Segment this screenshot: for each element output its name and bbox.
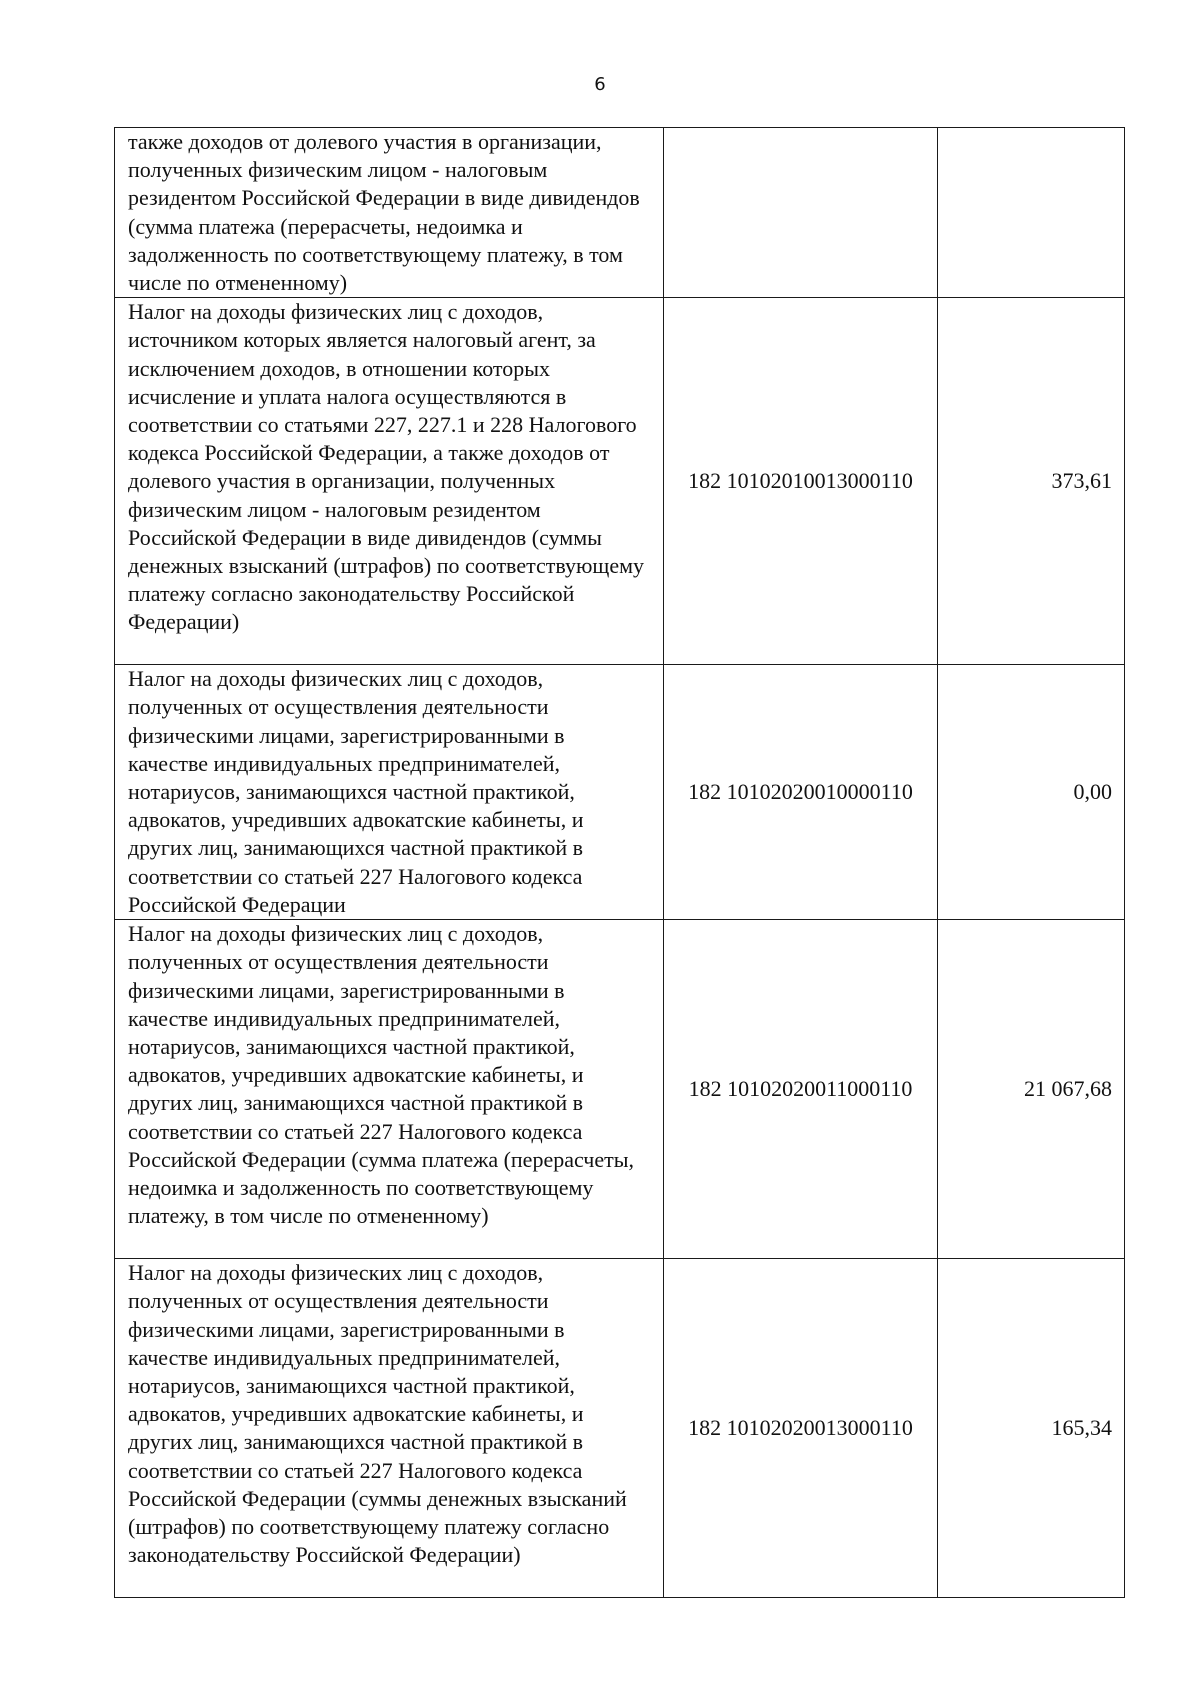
page-number: 6 — [594, 74, 606, 95]
budget-code-cell: 182 10102020011000110 — [664, 920, 938, 1259]
income-name-cell: Налог на доходы физических лиц с доходов, полученных от осуществления деятельности физическими лицами, зарегистрированными в качестве индивидуальных предпринимателей, нотариусов, занимающихся частной практикой, адвокатов, учредивших адвокатские кабинеты, и других лиц, занимающихся частной практикой в соответствии со статьей 227 Налогового кодекса Российской Федерации (сумма платежа (перерасчеты, недоимка и задолженность по соответствующему платежу, в том числе по отмененному) — [115, 920, 664, 1259]
table-row — [115, 298, 1125, 665]
revenue-table — [114, 127, 1125, 1598]
amount-cell: 373,61 — [938, 298, 1125, 665]
amount-cell: 21 067,68 — [938, 920, 1125, 1259]
table-row — [115, 1259, 1125, 1598]
budget-code-cell: 182 10102020010000110 — [664, 665, 938, 920]
income-name-cell: Налог на доходы физических лиц с доходов, полученных от осуществления деятельности физическими лицами, зарегистрированными в качестве индивидуальных предпринимателей, нотариусов, занимающихся частной практикой, адвокатов, учредивших адвокатские кабинеты, и других лиц, занимающихся частной практикой в соответствии со статьей 227 Налогового кодекса Российской Федерации (суммы денежных взысканий (штрафов) по соответствующему платежу согласно законодательству Российской Федерации) — [115, 1259, 664, 1598]
table-row — [115, 920, 1125, 1259]
amount-cell — [938, 128, 1125, 298]
table-row — [115, 128, 1125, 298]
amount-cell: 165,34 — [938, 1259, 1125, 1598]
budget-code-cell: 182 10102020013000110 — [664, 1259, 938, 1598]
amount-cell: 0,00 — [938, 665, 1125, 920]
income-name-cell: Налог на доходы физических лиц с доходов, полученных от осуществления деятельности физическими лицами, зарегистрированными в качестве индивидуальных предпринимателей, нотариусов, занимающихся частной практикой, адвокатов, учредивших адвокатские кабинеты, и других лиц, занимающихся частной практикой в соответствии со статьей 227 Налогового кодекса Российской Федерации — [115, 665, 664, 920]
table-row — [115, 665, 1125, 920]
budget-code-cell: 182 10102010013000110 — [664, 298, 938, 665]
budget-code-cell — [664, 128, 938, 298]
income-name-cell: Налог на доходы физических лиц с доходов, источником которых является налоговый агент, за исключением доходов, в отношении которых исчисление и уплата налога осуществляются в соответствии со статьями 227, 227.1 и 228 Налогового кодекса Российской Федерации, а также доходов от долевого участия в организации, полученных физическим лицом - налоговым резидентом Российской Федерации в виде дивидендов (суммы денежных взысканий (штрафов) по соответствующему платежу согласно законодательству Российской Федерации) — [115, 298, 664, 665]
income-name-cell: также доходов от долевого участия в организации, полученных физическим лицом - налоговым резидентом Российской Федерации в виде дивидендов (сумма платежа (перерасчеты, недоимка и задолженность по соответствующему платежу, в том числе по отмененному) — [115, 128, 664, 298]
